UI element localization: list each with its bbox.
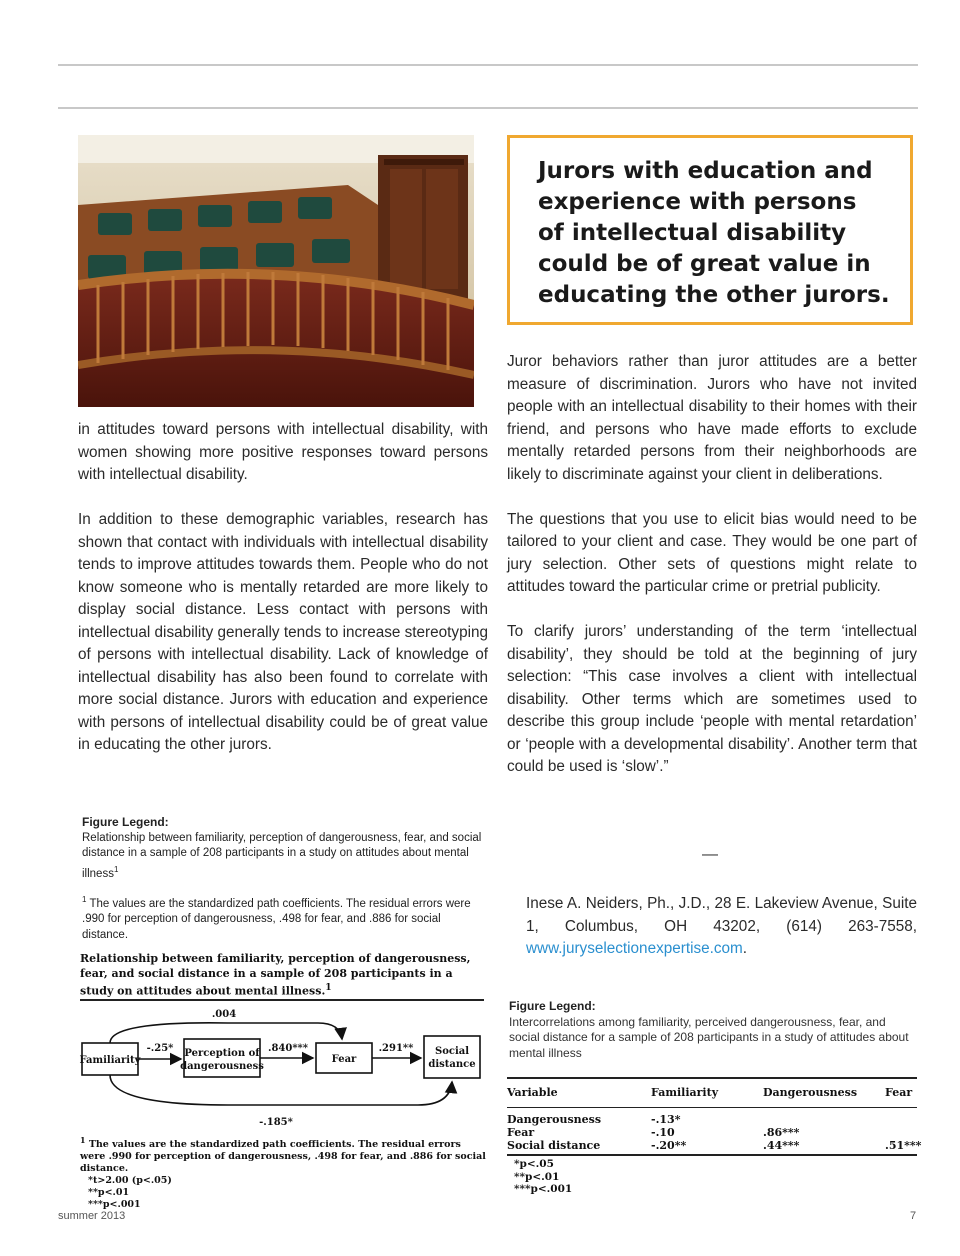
figure-1-note-1-mark: 1 [80,1136,86,1145]
right-column [507,351,917,779]
table-header [507,1077,917,1108]
figure-1-note-4: ***p<.001 [88,1199,141,1211]
legend-1-footnote [82,892,482,943]
website-link[interactable]: www.juryselectionexpertise.com [526,940,743,957]
node-social [424,1036,480,1078]
legend-1-footnote-text: The values are the standardized path coefficients. The residual errors were .990 for perception of dangerousness, .498 for fear, and .886 for social distance. [82,897,471,941]
row-2-familiarity: -.10 [651,1126,675,1139]
table-row [507,1113,917,1126]
pull-quote-box [507,135,913,325]
row-3-fear: .51*** [885,1139,922,1152]
sig-note-2: **p<.01 [514,1170,560,1183]
label-social-1: Social [434,1046,470,1057]
table-row [507,1126,917,1139]
coef-fam-perc: -.25* [146,1043,174,1054]
header-fear: Fear [885,1086,913,1099]
coef-fear-social: .291** [378,1043,414,1054]
courtroom-photo [78,135,474,407]
row-2-label: Fear [507,1126,535,1139]
right-paragraph-1: Juror behaviors rather than juror attitudes are a better measure of discrimination. Jurors who have not invited people with an intellectual disability to their homes with their friend, and persons who have made efforts to exclude mentally retarded persons from their neighborhoods are likely to discriminate against your client in deliberations. [507,353,917,483]
path-diagram [78,1003,488,1133]
header-variable: Variable [507,1086,558,1099]
legend-2-desc: Intercorrelations among familiarity, perceived dangerousness, fear, and social distance for a sample of 208 participants in a study of attitudes about mental illness [509,1014,909,1060]
table-body [507,1108,922,1156]
left-paragraph-2: In addition to these demographic variables, research has shown that contact with individuals with intellectual disability tends to improve attitudes towards them. People who do not know someone who is mentally retarded are more likely to display social distance. Less contact with persons with intellectual disability generally tends to increase stereotyping of persons with intellectual disability. Lack of knowledge of intellectual disability has also been found to correlate with more social distance. Jurors with education and experience with persons of intellectual disability could be of great value in educating the other jurors. [78,511,488,753]
row-3-dangerousness: .44*** [763,1139,800,1152]
figure-1-rule [80,999,484,1001]
figure-1-caption-mark: 1 [325,982,332,993]
legend-1-desc-text: Relationship between familiarity, perception of dangerousness, fear, and social distance in a sample of 208 participants in a study on attitudes about mental illness [82,831,482,880]
arrow-fam-fear [110,1023,342,1043]
contact-text: Inese A. Neiders, Ph., J.D., 28 E. Lakeview Avenue, Suite 1, Columbus, OH 43202, (614) 263-7558, [526,895,917,935]
header-dangerousness: Dangerousness [763,1086,858,1099]
label-perception-1: Perception of [184,1048,260,1059]
coef-fam-fear: .004 [211,1009,237,1020]
figure-legend-1 [82,815,482,943]
footer-issue: summer 2013 [58,1210,126,1222]
row-2-dangerousness: .86*** [763,1126,800,1139]
legend-2-title: Figure Legend: [509,999,596,1013]
figure-1-note-3: **p<.01 [88,1187,130,1199]
contact-end: . [742,940,748,957]
sig-note-3: ***p<.001 [514,1183,573,1195]
header-familiarity: Familiarity [651,1086,719,1099]
label-fear: Fear [331,1054,357,1065]
pull-quote-text: Jurors with education and experience with persons of intellectual disability could be of great value in educating the other jurors. [538,158,890,308]
figure-1-note-1-text: The values are the standardized path coefficients. The residual errors were .990 for perception of dangerousness, .498 for fear, and .886 for social distance. [80,1139,486,1175]
right-paragraph-2: The questions that you use to elicit bias would need to be tailored to your client and case. They would be one part of jury selection. Other sets of questions might relate to attitudes toward the particular crime or pretrial publicity. [507,510,917,595]
left-paragraph-1: in attitudes toward persons with intellectual disability, with women showing more positive responses toward persons with intellectual disability. [78,421,488,483]
correlation-table [507,1077,922,1156]
legend-1-title: Figure Legend: [82,815,169,829]
legend-1-fn-mark: 1 [82,894,87,904]
table-significance-notes [514,1158,572,1196]
figure-1-note-2: *t>2.00 (p<.05) [88,1175,172,1187]
table-row [507,1139,922,1152]
page-number: 7 [910,1210,917,1222]
section-dash: — [702,846,718,863]
label-social-2: distance [428,1059,476,1070]
row-3-label: Social distance [507,1139,601,1152]
arrow-fam-social [110,1075,452,1105]
left-column [78,419,488,757]
coef-fam-social: -.185* [259,1117,293,1128]
row-3-familiarity: -.20** [651,1139,687,1152]
sig-note-1: *p<.05 [514,1158,554,1170]
top-rule-1 [58,64,918,66]
coef-perc-fear: .840*** [267,1043,309,1054]
top-rule-2 [58,107,918,109]
figure-1-note-1 [80,1135,488,1175]
label-perception-2: dangerousness [180,1061,264,1072]
legend-1-desc-mark: 1 [113,864,119,874]
figure-1-caption-text: Relationship between familiarity, perception of dangerousness, fear, and social distance in a sample of 208 participants in a study on attitudes about mental illness. [80,952,471,998]
legend-1-desc [82,831,482,882]
row-1-label: Dangerousness [507,1113,602,1126]
label-familiarity: Familiarity [79,1055,141,1066]
figure-legend-2 [509,999,917,1061]
right-paragraph-3: To clarify jurors’ understanding of the term ‘intellectual disability’, they should be told at the beginning of jury selection: “This case involves a client with intellectual disability. Other terms which are sometimes used to describe this group include ‘people with mental retardation’ or ‘people with a developmental disability’. Another term that could be used is ‘slow’.” [507,623,917,775]
figure-1-caption [80,952,484,999]
row-1-familiarity: -.13* [651,1113,681,1126]
author-contact [526,893,917,961]
figure-1-notes [80,1135,488,1211]
